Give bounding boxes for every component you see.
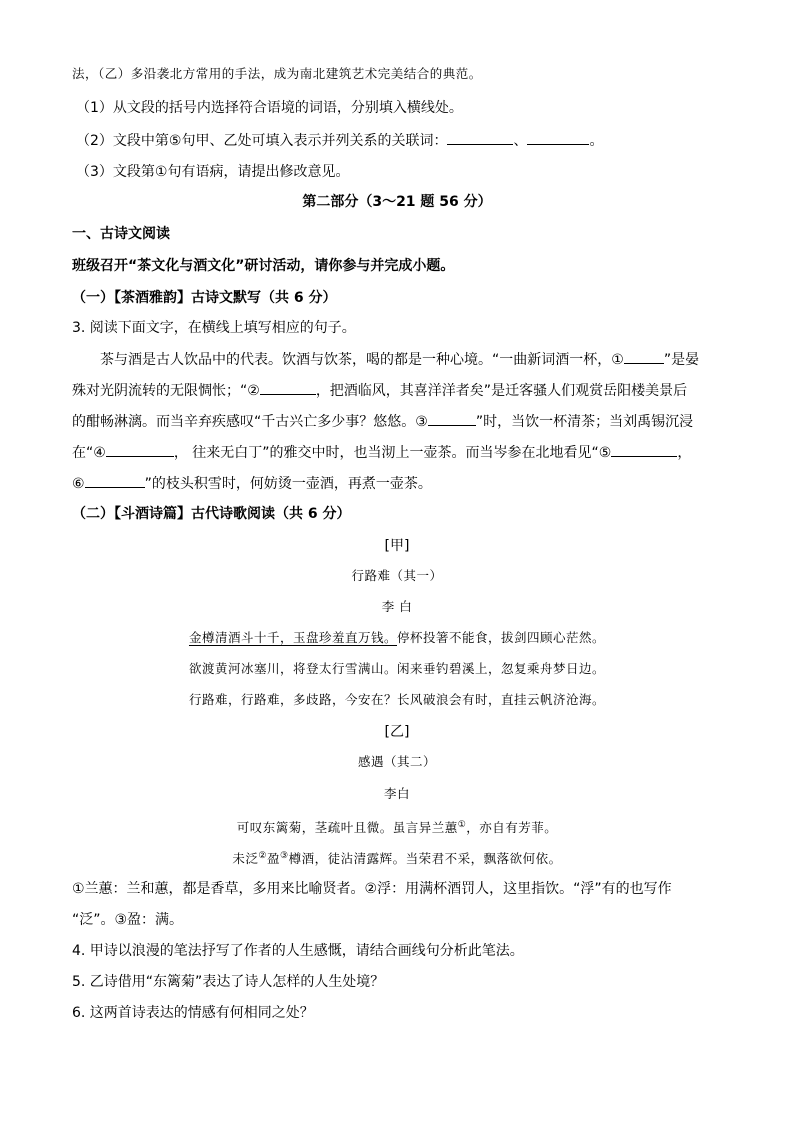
- passage-line-2: [72, 380, 687, 401]
- intro-text-line: 法，（乙）多沿袭北方常用的手法，成为南北建筑艺术完美结合的典范。: [72, 66, 482, 81]
- answer-blank-jia[interactable]: [447, 130, 513, 145]
- question-5: 5. 乙诗借用“东篱菊”表达了诗人怎样的人生处境？: [72, 974, 385, 990]
- passage-text: 在“④: [72, 445, 106, 461]
- fill-blank-6[interactable]: [85, 473, 145, 488]
- part-two-title: 第二部分（3～21 题 56 分）: [302, 194, 492, 210]
- sub-question-2-text: （2）文段中第⑤句甲、乙处可填入表示并列关系的关联词：: [76, 133, 448, 149]
- underlined-verse: 金樽清酒斗十千，玉盘珍羞直万钱。: [188, 630, 397, 645]
- subsection-heading-1: （一）【茶酒雅韵】古诗文默写（共 6 分）: [72, 290, 337, 306]
- sub-question-3: （3）文段第①句有语病，请提出修改意见。: [76, 164, 350, 180]
- fill-blank-1[interactable]: [624, 349, 664, 364]
- poem-jia-line-1: [0, 628, 794, 648]
- footnote-line-2: “泛”。③盈：满。: [72, 912, 184, 928]
- poem-jia-tag: [甲]: [384, 538, 410, 554]
- fill-blank-4[interactable]: [106, 442, 174, 457]
- question-6: 6. 这两首诗表达的情感有何相同之处？: [72, 1005, 314, 1021]
- poem-yi-author: 李白: [383, 786, 410, 801]
- subsection-heading-2: （二）【斗酒诗篇】古代诗歌阅读（共 6 分）: [72, 506, 351, 522]
- footnote-marker: ③: [280, 851, 289, 861]
- verse-text: 樽酒，徒沾清露辉。当荣君不采，飘落欲何依。: [288, 851, 562, 866]
- passage-line-4: [72, 442, 691, 463]
- passage-text: ， 往来无白丁”的雅交中时，也当沏上一壶茶。而当岑参在北地看见“⑤: [173, 445, 612, 461]
- sub-question-1: （1）从文段的括号内选择符合语境的词语，分别填入横线处。: [76, 100, 463, 116]
- passage-line-5: [72, 473, 432, 494]
- footnote-marker: ①: [457, 820, 467, 830]
- poem-jia-title: 行路难（其一）: [351, 568, 443, 583]
- passage-line-3: [72, 411, 693, 432]
- poem-yi-line-1: [0, 815, 794, 838]
- passage-text: ，把酒临风，其喜洋洋者矣”是迁客骚人们观赏岳阳楼美景后: [315, 383, 688, 399]
- poem-yi-title: 感遇（其二）: [357, 754, 436, 769]
- end-mark: 。: [589, 133, 604, 149]
- passage-text: ”是晏: [663, 352, 700, 368]
- fill-blank-5[interactable]: [611, 442, 677, 457]
- poem-yi-tag: [乙]: [384, 724, 410, 740]
- poem-jia-line-2: 欲渡黄河冰塞川，将登太行雪满山。闲来垂钓碧溪上，忽复乘舟梦日边。: [188, 661, 605, 676]
- verse-text: ，亦自有芳菲。: [466, 820, 558, 835]
- section-heading: 一、古诗文阅读: [72, 226, 170, 242]
- passage-text: 的酣畅淋漓。而当辛弃疾感叹“千古兴亡多少事？悠悠。③: [72, 414, 428, 430]
- verse-text: 可叹东篱菊，茎疏叶且微。虽言异兰蕙: [236, 820, 458, 835]
- sub-question-2: [76, 130, 603, 151]
- footnote-line-1: ①兰蕙：兰和蕙，都是香草，多用来比喻贤者。②浮：用满杯酒罚人，这里指饮。“浮”有的也写作: [72, 881, 672, 897]
- verse-text: 盈: [266, 851, 280, 866]
- answer-blank-yi[interactable]: [527, 130, 589, 145]
- fill-blank-2[interactable]: [260, 380, 316, 395]
- separator: 、: [513, 133, 528, 149]
- question-3-prompt: 3. 阅读下面文字，在横线上填写相应的句子。: [72, 320, 356, 336]
- passage-text: ”的枝头积雪时，何妨烫一壶酒，再煮一壶茶。: [144, 476, 432, 492]
- passage-text: 殊对光阴流转的无限惆怅；“②: [72, 383, 260, 399]
- verse-text: 未泛: [232, 851, 259, 866]
- activity-intro: 班级召开“茶文化与酒文化”研讨活动，请你参与并完成小题。: [72, 258, 455, 274]
- poem-jia-line-3: 行路难，行路难，多歧路，今安在？长风破浪会有时，直挂云帆济沧海。: [188, 692, 605, 707]
- passage-text: 茶与酒是古人饮品中的代表。饮酒与饮茶，喝的都是一种心境。“一曲新词酒一杯，①: [100, 352, 624, 368]
- fill-blank-3[interactable]: [428, 411, 476, 426]
- question-4: 4. 甲诗以浪漫的笔法抒写了作者的人生感慨，请结合画线句分析此笔法。: [72, 943, 524, 959]
- verse-text: 停杯投箸不能食，拔剑四顾心茫然。: [397, 630, 606, 645]
- passage-text: ，: [677, 445, 692, 461]
- passage-text: ”时，当饮一杯清茶；当刘禹锡沉浸: [475, 414, 694, 430]
- poem-jia-author: 李 白: [381, 599, 413, 614]
- passage-line-1: [100, 349, 699, 370]
- poem-yi-line-2: [0, 846, 794, 869]
- passage-text: ⑥: [72, 476, 85, 492]
- footnote-marker: ②: [258, 851, 267, 861]
